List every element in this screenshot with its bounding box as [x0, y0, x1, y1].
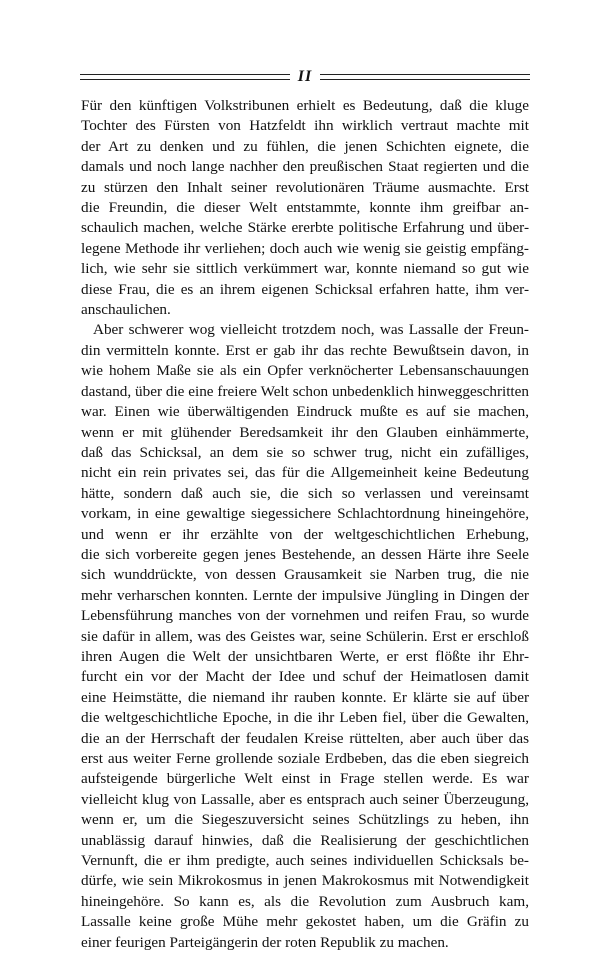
page-number: II [297, 68, 313, 85]
text-line: damals und noch lange nachher den preußischen Staat regierten und die [81, 158, 529, 176]
text-line: schaulich machen, welche Stärke ererbte politische Erfahrung und über- [81, 219, 529, 237]
text-line: die an der Herrschaft der feudalen Kreise rüttelten, aber auch über das [81, 729, 529, 747]
text-line: Lebensführung manches von der vornehmen und reifen Frau, so wurde [81, 607, 529, 625]
text-line: vielleicht klug von Lassalle, aber es entsprach auch seiner Überzeugung, [81, 790, 529, 808]
text-line: eine Heimstätte, die niemand ihr rauben konnte. Er klärte sie auf über [81, 688, 529, 706]
header-rule-left [80, 74, 290, 80]
text-line: legene Methode ihr verliehen; doch auch wie wenig sie geistig empfäng- [81, 239, 529, 257]
text-line: dürfe, wie sein Mikrokosmus in jenen Makrokosmus mit Notwendigkeit [81, 872, 529, 890]
text-line: Vernunft, die er ihm predigte, auch seines individuellen Schicksals be- [81, 852, 529, 870]
text-line: hätte, sondern daß auch sie, die sich so verlassen und vereinsamt [81, 484, 529, 502]
text-line: nicht ein rein privates sei, das für die Allgemeinheit keine Bedeutung [81, 464, 529, 482]
text-line: erst aus weiter Ferne grollende soziale Erdbeben, das die eben siegreich [81, 750, 529, 767]
body-text [81, 96, 529, 953]
text-line: und wenn er ihr erzählte von der weltgeschichtlichen Erhebung, [81, 525, 529, 543]
text-line: anschaulichen. [81, 301, 171, 319]
text-line: zu stürzen den Inhalt seiner revolutionären Träume ausmachte. Erst [81, 178, 529, 196]
text-line: lich, wie sehr sie sittlich verkümmert war, konnte niemand so gut wie [81, 260, 529, 278]
text-line: die Freundin, die dieser Welt entstammte, konnte ihm greifbar an- [81, 199, 529, 217]
text-line: aufsteigende bürgerliche Welt einst in Frage stellen werde. Es war [81, 770, 529, 788]
text-line: mehr verharschen konnten. Lernte der impulsive Jüngling in Dingen der [81, 586, 529, 604]
text-line: Lassalle keine große Mühe mehr gekostet haben, um die Gräfin zu [81, 913, 529, 931]
text-line: wenn er, um die Siegeszuversicht seines Schützlings zu heben, ihn [81, 811, 529, 829]
text-line: die sich vorbereite gegen jenes Bestehende, an dessen Härte ihre Seele [81, 545, 529, 563]
text-line: sie dafür in allem, was des Geistes war, seine Schülerin. Erst er erschloß [81, 627, 529, 645]
text-line: ihren Augen die Welt der unsichtbaren Werte, er erst flößte ihr Ehr- [81, 647, 529, 665]
text-line: die weltgeschichtliche Epoche, in die ihr Leben fiel, über die Gewalten, [81, 709, 529, 727]
header-rule-right [320, 74, 530, 80]
text-line: wie hohem Maße sie als ein Opfer verknöcherter Lebensanschauungen [81, 362, 529, 380]
text-line: Für den künftigen Volkstribunen erhielt es Bedeutung, daß die kluge [81, 97, 529, 114]
text-line: Aber schwerer wog vielleicht trotzdem noch, was Lassalle der Freun- [93, 321, 529, 339]
text-line: Tochter des Fürsten von Hatzfeldt ihn wirklich vertraut machte mit [81, 117, 529, 135]
text-line: wenn er mit glühender Beredsamkeit ihr den Glauben einhämmerte, [81, 423, 529, 441]
text-line: diese Frau, die es an ihrem eigenen Schicksal erfahren hatte, ihm ver- [81, 280, 529, 298]
text-line: unablässig darauf hinwies, daß die Realisierung der geschichtlichen [81, 831, 529, 849]
text-line: sich wunddrückte, von dessen Grausamkeit sie Narben trug, die nie [81, 566, 529, 584]
text-line: furcht ein vor der Macht der Idee und schuf der Heimatlosen damit [81, 668, 529, 686]
text-line: dastand, über die eine freiere Welt schon unbedenklich hinweggeschritten [81, 382, 529, 400]
paragraph [81, 96, 529, 320]
paragraph [81, 320, 529, 953]
text-line: vorkam, in eine gewaltige siegessichere Schlachtordnung hineingehöre, [81, 505, 529, 523]
text-line: hineingehöre. So kann es, als die Revolution zum Ausbruch kam, [81, 892, 529, 910]
page-header [80, 66, 530, 88]
text-line: war. Einen wie überwältigenden Eindruck mußte es auf sie machen, [81, 403, 529, 421]
text-line: daß das Schicksal, an dem sie so schwer trug, nicht ein zufälliges, [81, 443, 529, 461]
text-line: der Art zu denken und zu fühlen, die jenen Schichten eignete, die [81, 137, 529, 155]
text-line: din vermitteln konnte. Erst er gab ihr das rechte Bewußtsein davon, in [81, 341, 529, 359]
text-line: einer feurigen Parteigängerin der roten Republik zu machen. [81, 933, 449, 951]
